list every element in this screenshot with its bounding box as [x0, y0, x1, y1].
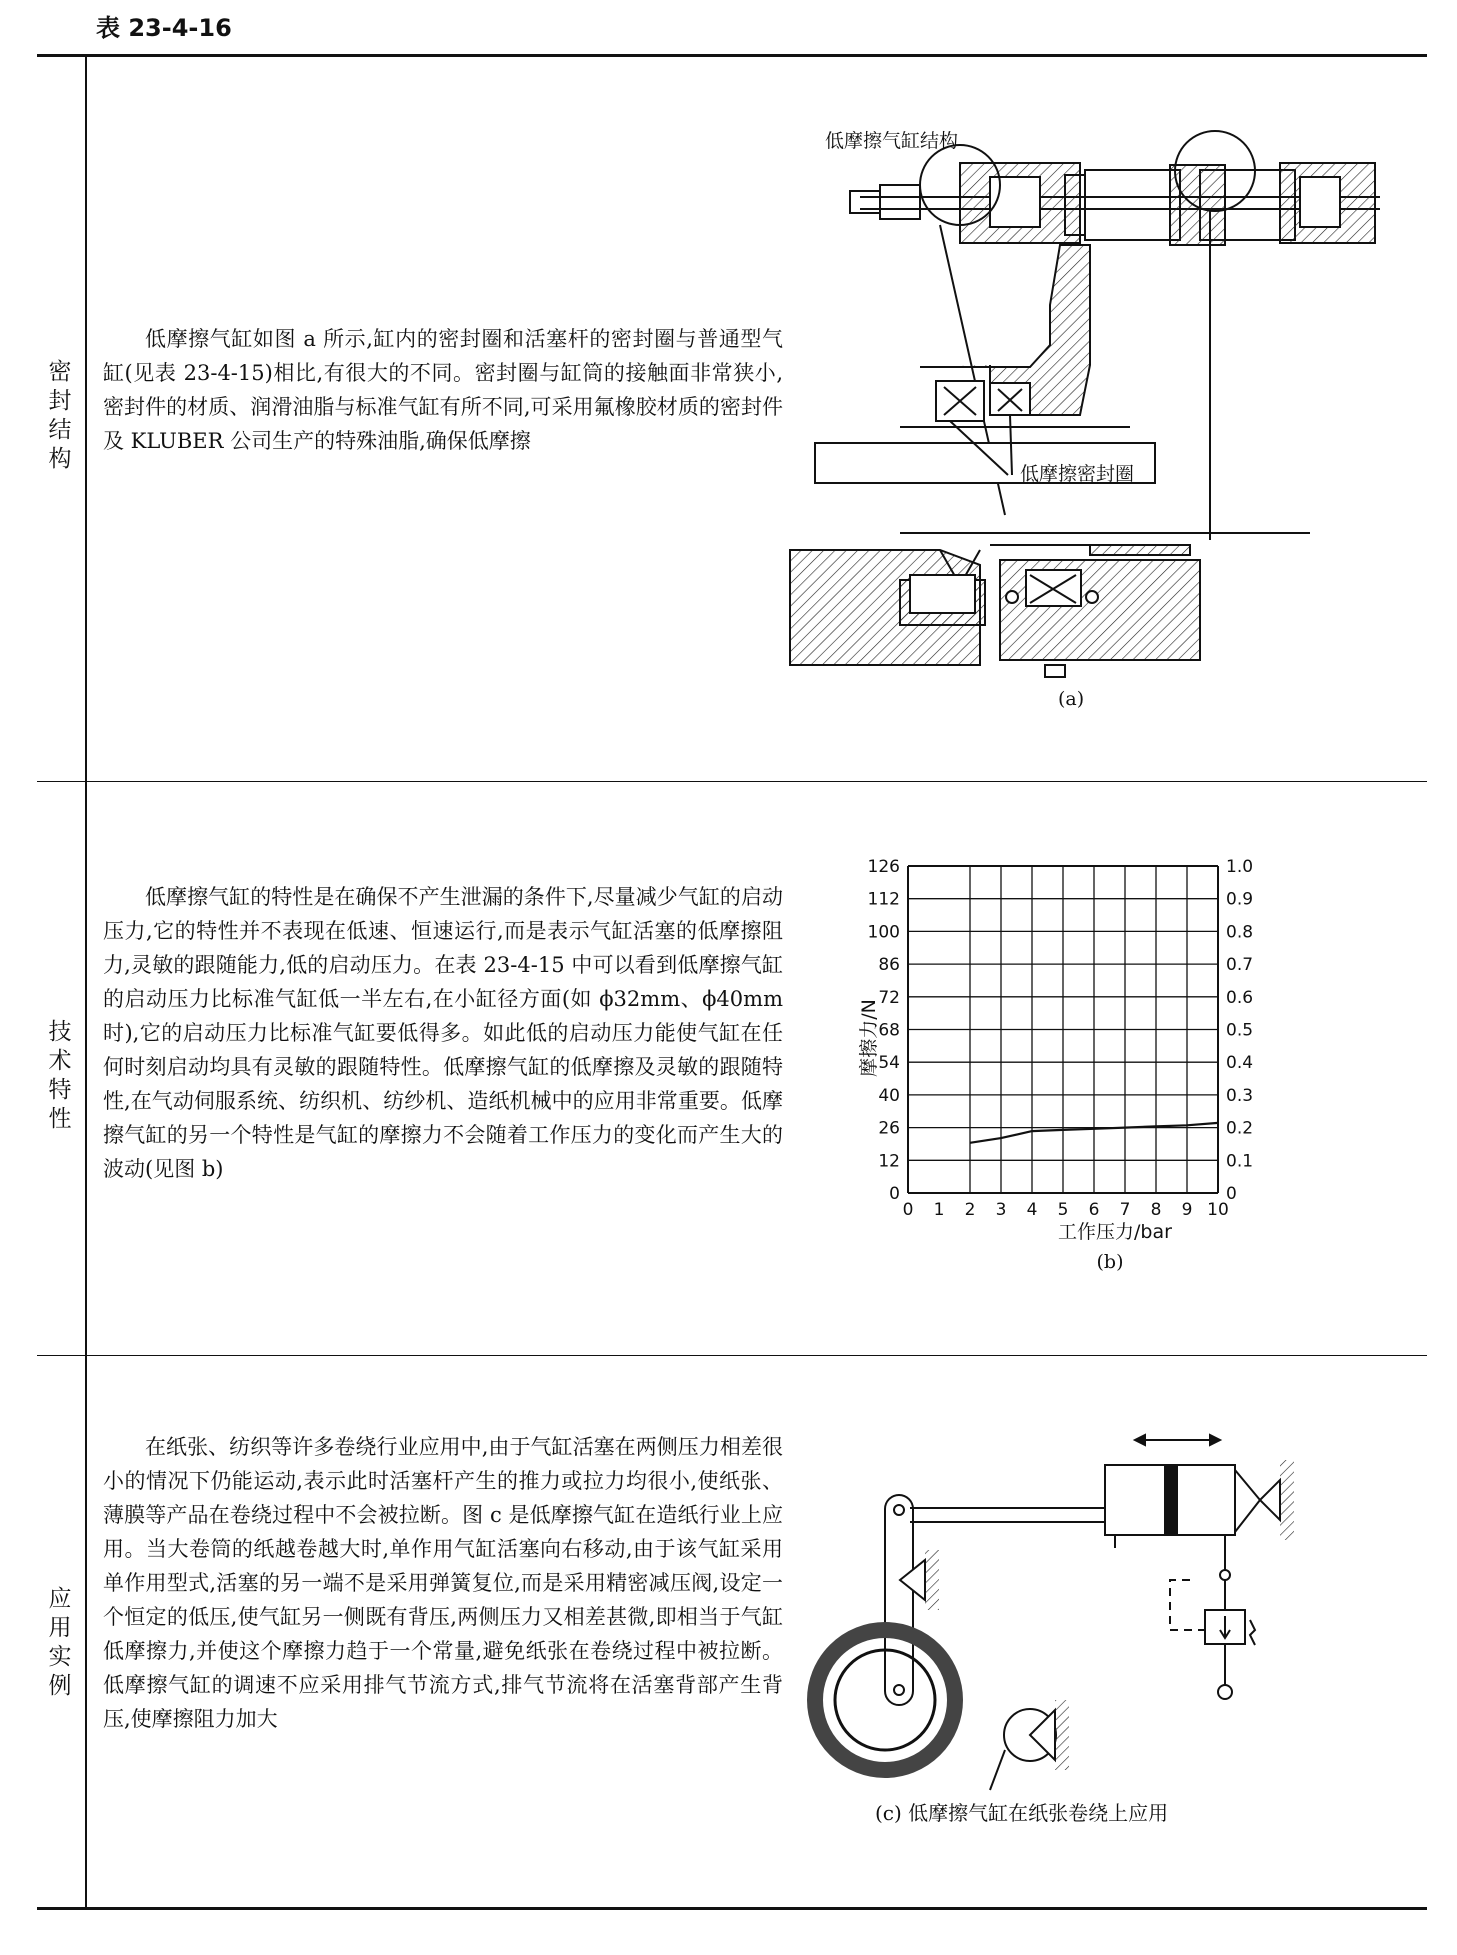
chart-x-tick-label: 0 [902, 1200, 914, 1220]
section-label-application-example: 应 用 实 例 [48, 1586, 72, 1699]
chart-x-tick-label: 2 [964, 1200, 976, 1220]
chart-y-right-tick-label: 0 [1226, 1184, 1237, 1204]
chart-y-right-tick-label: 0.1 [1226, 1151, 1254, 1172]
section-divider-1 [37, 781, 1427, 782]
chart-y-left-tick-label: 40 [878, 1085, 900, 1106]
chart-y-right-tick-label: 0.7 [1226, 955, 1254, 976]
figure-a-cylinder-structure [825, 115, 1390, 715]
chart-x-tick-label: 4 [1026, 1200, 1038, 1220]
bottom-rule [37, 1907, 1427, 1910]
chart-x-tick-label: 6 [1088, 1200, 1100, 1220]
chart-y-right-tick-labels [1226, 857, 1253, 1204]
chart-caption: (b) [1096, 1251, 1124, 1273]
chart-y-right-tick-label: 0.8 [1226, 922, 1254, 943]
chart-y-right-tick-label: 0.2 [1226, 1118, 1254, 1139]
chart-y-left-tick-label: 126 [867, 857, 900, 877]
chart-y-right-tick-label: 0.6 [1226, 987, 1254, 1008]
figure-a-seal-label: 低摩擦密封圈 [1020, 463, 1135, 485]
seal-structure-text: 低摩擦气缸如图 a 所示,缸内的密封圈和活塞杆的密封圈与普通型气缸(见表 23-4-15)相比,有很大的不同。密封圈与缸筒的接触面非常狭小,密封件的材质、润滑油脂与标准气缸有所不同,可采用氟橡胶材质的密封件及 KLUBER 公司生产的特殊油脂,确保低摩擦 [103, 327, 783, 453]
chart-y-left-tick-label: 86 [878, 955, 900, 976]
chart-y-left-tick-label: 112 [867, 889, 900, 910]
chart-x-axis-label: 工作压力/bar [1058, 1221, 1172, 1243]
chart-y-right-tick-label: 0.9 [1226, 889, 1254, 910]
section-label-technical-characteristics: 技 术 特 性 [48, 1019, 72, 1132]
technical-characteristics-text: 低摩擦气缸的特性是在确保不产生泄漏的条件下,尽量减少气缸的启动压力,它的特性并不表现在低速、恒速运行,而是表示气缸活塞的低摩擦阻力,灵敏的跟随能力,低的启动压力。在表 23-4-15 中可以看到低摩擦气缸的启动压力比标准气缸低一半左右,在小缸径方面(如 ϕ32mm、ϕ40mm 时),它的启动压力比标准气缸要低得多。如此低的启动压力能使气缸在任何时刻启动均具有灵敏的跟随特性。低摩擦气缸的低摩擦及灵敏的跟随特性,在气动伺服系统、纺织机、纺纱机、造纸机械中的应用非常重要。低摩擦气缸的另一个特性是气缸的摩擦力不会随着工作压力的变化而产生大的波动(见图 b) [103, 885, 783, 1181]
column-divider [85, 56, 87, 1909]
chart-y-left-tick-label: 68 [878, 1020, 900, 1041]
chart-y-right-tick-label: 1.0 [1226, 857, 1254, 877]
figure-a-caption: (a) [1058, 688, 1085, 710]
chart-x-tick-labels [903, 1200, 1229, 1220]
table-title: 表 23-4-16 [96, 14, 232, 42]
application-example-text: 在纸张、纺织等许多卷绕行业应用中,由于气缸活塞在两侧压力相差很小的情况下仍能运动,表示此时活塞杆产生的推力或拉力均很小,使纸张、薄膜等产品在卷绕过程中不会被拉断。图 c 是低摩擦气缸在造纸行业上应用。当大卷筒的纸越卷越大时,单作用气缸活塞向右移动,由于该气缸采用单作用型式,活塞的另一端不是采用弹簧复位,而是采用精密减压阀,设定一个恒定的低压,使气缸另一侧既有背压,两侧压力又相差甚微,即相当于气缸低摩擦力,并使这个摩擦力趋于一个常量,避免纸张在卷绕过程中被拉断。低摩擦气缸的调速不应采用排气节流方式,排气节流将在活塞背部产生背压,使摩擦阻力加大 [103, 1435, 783, 1731]
section-divider-2 [37, 1355, 1427, 1356]
chart-x-tick-label: 1 [933, 1200, 945, 1220]
chart-y-right-tick-label: 0.5 [1226, 1020, 1254, 1041]
section-label-seal-structure: 密 封 结 构 [48, 359, 72, 472]
chart-y-left-tick-label: 26 [878, 1118, 900, 1139]
chart-y-left-tick-label: 54 [878, 1053, 900, 1074]
figure-a-title-label: 低摩擦气缸结构 [825, 130, 959, 152]
chart-y-left-tick-label: 72 [878, 987, 900, 1008]
top-rule [37, 54, 1427, 57]
chart-grid [908, 866, 1218, 1193]
chart-x-tick-label: 10 [1207, 1200, 1229, 1220]
figure-b-friction-chart [840, 848, 1360, 1278]
chart-x-tick-label: 3 [995, 1200, 1007, 1220]
chart-x-tick-label: 9 [1181, 1200, 1193, 1220]
chart-y-axis-label: 摩擦力/N [858, 999, 880, 1077]
chart-x-tick-label: 8 [1150, 1200, 1162, 1220]
chart-y-right-tick-label: 0.3 [1226, 1085, 1254, 1106]
chart-x-tick-label: 5 [1057, 1200, 1069, 1220]
figure-c-caption: (c) 低摩擦气缸在纸张卷绕上应用 [875, 1801, 1169, 1825]
chart-y-left-tick-label: 100 [867, 922, 900, 943]
figure-c-winding-schematic [875, 1420, 1360, 1830]
chart-y-left-tick-label: 12 [878, 1151, 900, 1172]
chart-y-left-tick-label: 0 [889, 1184, 900, 1204]
chart-y-right-tick-label: 0.4 [1226, 1053, 1254, 1074]
chart-x-tick-label: 7 [1119, 1200, 1131, 1220]
